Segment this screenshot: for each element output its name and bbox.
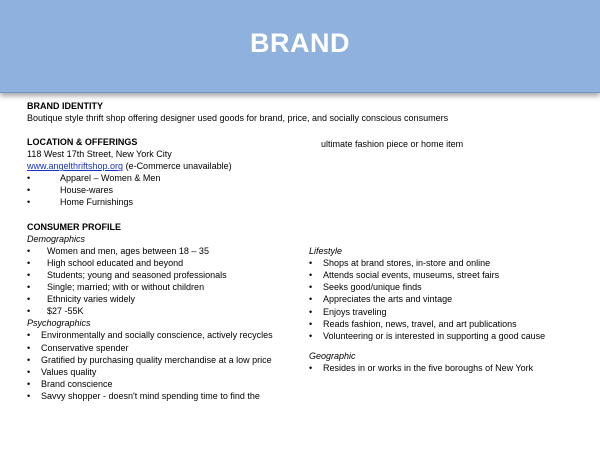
list-item: • Ethnicity varies widely xyxy=(27,293,292,305)
geographic-label: Geographic xyxy=(309,350,356,361)
psychographics-label: Psychographics xyxy=(27,318,91,329)
lifestyle-list xyxy=(309,257,594,342)
brand-identity-text: Boutique style thrift shop offering designer used goods for brand, price, and socially conscious consumers xyxy=(27,113,449,123)
geographic-list xyxy=(309,362,594,374)
website-note: (e-Commerce unavailable) xyxy=(123,161,232,172)
list-item: • High school educated and beyond xyxy=(27,257,292,269)
list-item: • Volunteering or is interested in supporting a good cause xyxy=(309,330,594,342)
offerings-list xyxy=(27,172,292,208)
list-item: • Appreciates the arts and vintage xyxy=(309,293,594,305)
list-item: • Shops at brand stores, in-store and online xyxy=(309,257,594,269)
list-item: • Reads fashion, news, travel, and art publications xyxy=(309,318,594,330)
list-item: • $27 -55K xyxy=(27,305,292,317)
brand-identity-heading: BRAND IDENTITY xyxy=(27,101,103,111)
lifestyle-label: Lifestyle xyxy=(309,246,343,257)
list-item: • Women and men, ages between 18 – 35 xyxy=(27,245,292,257)
list-item: • Gratified by purchasing quality merchandise at a low price xyxy=(27,354,292,366)
location-address: 118 West 17th Street, New York City xyxy=(27,149,172,160)
list-item: • Seeks good/unique finds xyxy=(309,281,594,293)
list-item: • Enjoys traveling xyxy=(309,306,594,318)
psychographics-continued: ultimate fashion piece or home item xyxy=(321,139,464,149)
website-line xyxy=(27,160,292,172)
list-item: • Home Furnishings xyxy=(27,196,292,208)
list-item: • Students; young and seasoned professionals xyxy=(27,269,292,281)
page-title: BRAND xyxy=(250,28,350,58)
title-banner xyxy=(0,0,600,93)
list-item: • Apparel – Women & Men xyxy=(27,172,292,184)
left-column xyxy=(27,136,292,402)
list-item: • Savvy shopper - doesn't mind spending time to find the xyxy=(27,390,292,402)
demographics-label: Demographics xyxy=(27,233,86,244)
brand-identity-section xyxy=(27,100,587,124)
psychographics-list xyxy=(27,329,292,402)
list-item: • Single; married; with or without children xyxy=(27,281,292,293)
demographics-list xyxy=(27,245,292,318)
list-item: • Brand conscience xyxy=(27,378,292,390)
list-item: • Values quality xyxy=(27,366,292,378)
list-item: • Environmentally and socially conscience, actively recycles xyxy=(27,329,292,341)
website-link[interactable]: www.angelthriftshop.org xyxy=(27,161,124,172)
list-item: • Conservative spender xyxy=(27,342,292,354)
list-item: • Resides in or works in the five boroughs of New York xyxy=(309,362,594,374)
location-heading: LOCATION & OFFERINGS xyxy=(27,137,138,147)
right-column xyxy=(309,138,594,374)
consumer-profile-heading: CONSUMER PROFILE xyxy=(27,221,122,232)
list-item: • Attends social events, museums, street fairs xyxy=(309,269,594,281)
list-item: • House-wares xyxy=(27,184,292,196)
